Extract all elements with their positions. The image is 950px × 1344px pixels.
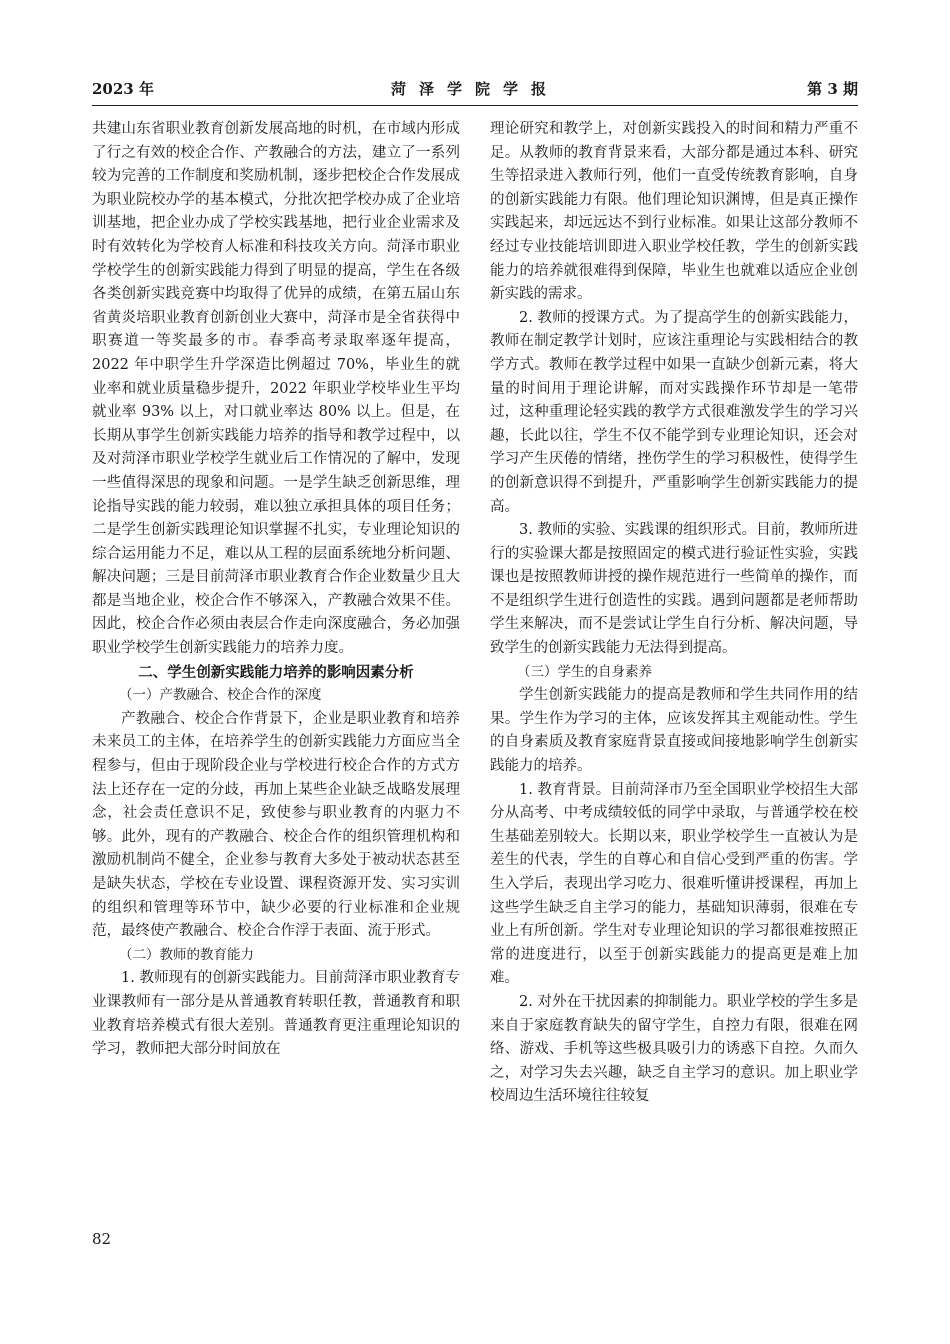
section-heading-2: 二、学生创新实践能力培养的影响因素分析 [138, 663, 414, 681]
left-paragraph-3: 1. 教师现有的创新实践能力。目前菏泽市职业教育专业课教师有一部分是从普通教育转职任教，普通教育和职业教育培养模式有很大差别。普通教育更注重理论知识的学习，教师把大部分时间放在 [92, 970, 460, 1058]
right-column [490, 118, 858, 1109]
right-paragraph-3: 3. 教师的实验、实践课的组织形式。目前，教师所进行的实验课大都是按照固定的模式进行验证性实验，实践课也是按照教师讲授的操作规范进行一些简单的操作，而不是组织学生进行创造性的实践。遇到问题都是老师帮助学生来解决，而不是尝试让学生自行分析、解决问题，导致学生的创新实践能力无法得到提高。 [490, 522, 858, 657]
left-column [92, 118, 460, 1062]
right-paragraph-5: 1. 教育背景。目前菏泽市乃至全国职业学校招生大部分从高考、中考成绩较低的同学中录取，与普通学校在校生基础差别较大。长期以来，职业学校学生一直被认为是差生的代表，学生的自尊心和自信心受到严重的伤害。学生入学后，表现出学习吃力、很难听懂讲授课程，再加上这些学生缺乏自主学习的能力，基础知识薄弱，很难在专业上有所创新。学生对专业理论知识的学习都很难按照正常的进度进行，以至于创新实践能力的提高更是难上加难。 [490, 781, 858, 987]
header-rule [92, 105, 858, 106]
left-paragraph-2: 产教融合、校企合作背景下，企业是职业教育和培养未来员工的主体，在培养学生的创新实践能力方面应当全程参与，但由于现阶段企业与学校进行校企合作的方式方法上还存在一定的分歧，再加上某些企业缺乏战略发展理念，社会责任意识不足，致使参与职业教育的内驱力不够。此外，现有的产教融合、校企合作的组织管理机构和激励机制尚不健全，企业参与教育大多处于被动状态甚至是缺失状态，学校在专业设置、课程资源开发、实习实训的组织和管理等环节中，缺少必要的行业标准和企业规范，最终使产教融合、校企合作浮于表面、流于形式。 [92, 710, 460, 940]
subheading-3: （三）学生的自身素养 [517, 663, 652, 680]
page-number: 82 [92, 1230, 112, 1248]
subheading-2: （二）教师的教育能力 [119, 946, 254, 963]
right-paragraph-2: 2. 教师的授课方式。为了提高学生的创新实践能力，教师在制定教学计划时，应该注重理论与实践相结合的教学方式。教师在教学过程中如果一直缺少创新元素，将大量的时间用于理论讲解，而对实践操作环节却是一笔带过，这种重理论轻实践的教学方式很难激发学生的学习兴趣，长此以往，学生不仅不能学到专业理论知识，还会对学习产生厌倦的情绪，挫伤学生的学习积极性，使得学生的创新意识得不到提升，严重影响学生创新实践能力的提高。 [490, 309, 858, 515]
right-paragraph-continued: 理论研究和教学上，对创新实践投入的时间和精力严重不足。从教师的教育背景来看，大部分都是通过本科、研究生等招录进入教师行列，他们一直受传统教育影响，自身的创新实践能力有限。他们理论知识渊博，但是真正操作实践起来，却远远达不到行业标准。如果让这部分教师不经过专业技能培训即进入职业学校任教，学生的创新实践能力的培养就很难得到保障，毕业生也就难以适应企业创新实践的需求。 [490, 121, 858, 303]
subheading-1: （一）产教融合、校企合作的深度 [119, 687, 322, 704]
header-issue: 第 3 期 [807, 80, 858, 98]
header-year: 2023 年 [92, 80, 154, 98]
right-paragraph-6: 2. 对外在干扰因素的抑制能力。职业学校的学生多是来自于家庭教育缺失的留守学生，自控力有限，很难在网络、游戏、手机等这些极具吸引力的诱惑下自控。久而久之，对学习失去兴趣，缺乏自主学习的意识。加上职业学校周边生活环境往往较复 [490, 993, 858, 1105]
right-paragraph-4: 学生创新实践能力的提高是教师和学生共同作用的结果。学生作为学习的主体，应该发挥其主观能动性。学生的自身素质及教育家庭背景直接或间接地影响学生创新实践能力的培养。 [490, 687, 858, 775]
running-header [92, 76, 858, 104]
header-journal-title: 菏泽学院学报 [390, 80, 559, 98]
left-paragraph-continued: 共建山东省职业教育创新发展高地的时机，在市域内形成了行之有效的校企合作、产教融合的方法，建立了一系列较为完善的工作制度和奖励机制，逐步把校企合作发展成为职业院校办学的基本模式，分批次把学校办成了企业培训基地，把企业办成了学校实践基地，把行业企业需求及时有效转化为学校育人标准和科技攻关方向。菏泽市职业学校学生的创新实践能力得到了明显的提高，学生在各级各类创新实践竞赛中均取得了优异的成绩，在第五届山东省黄炎培职业教育创新创业大赛中，菏泽市是全省获得中职赛道一等奖最多的市。春季高考录取率逐年提高，2022 年中职学生升学深造比例超过 70%，毕业生的就业率和就业质量稳步提升，2022 年职业学校毕业生平均就业率 93% 以上，对口就业率达 80% 以上。但是，在长期从事学生创新实践能力培养的指导和教学过程中，以及对菏泽市职业学校学生就业后工作情况的了解中，发现一些值得深思的现象和问题。一是学生缺乏创新思维，理论指导实践的能力较弱，难以独立承担具体的项目任务；二是学生创新实践理论知识掌握不扎实，专业理论知识的综合运用能力不足，难以从工程的层面系统地分析问题、解决问题；三是目前菏泽市职业教育合作企业数量少且大都是当地企业，校企合作不够深入，产教融合效果不佳。因此，校企合作必须由表层合作走向深度融合，务必加强职业学校学生创新实践能力的培养力度。 [92, 121, 460, 657]
